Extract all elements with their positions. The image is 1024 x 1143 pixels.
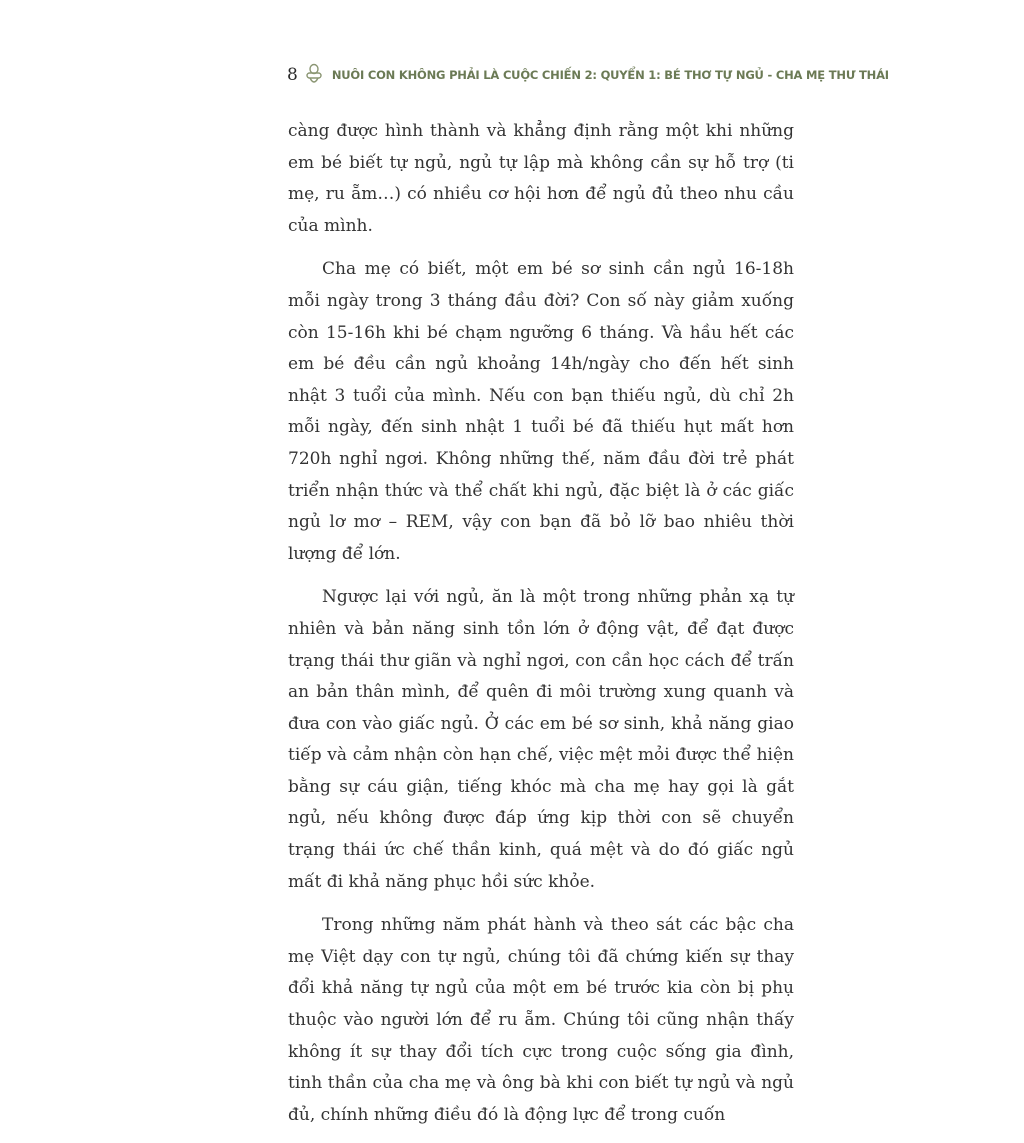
paragraph: Trong những năm phát hành và theo sát các bậc cha mẹ Việt dạy con tự ngủ, chúng tôi đã chứng kiến sự thay đổi khả năng tự ngủ của một em bé trước kia còn bị phụ thuộc vào người lớn để ru ẵm. Chúng tôi cũng nhận thấy không ít sự thay đổi tích cực trong cuộc sống gia đình, tinh thần của cha mẹ và ông bà khi con biết tự ngủ và ngủ đủ, chính những điều đó là động lực để trong cuốn (288, 915, 794, 1125)
paragraph: Cha mẹ có biết, một em bé sơ sinh cần ngủ 16-18h mỗi ngày trong 3 tháng đầu đời? Con số này giảm xuống còn 15-16h khi bé chạm ngưỡng 6 tháng. Và hầu hết các em bé đều cần ngủ khoảng 14h/ngày cho đến hết sinh nhật 3 tuổi của mình. Nếu con bạn thiếu ngủ, dù chỉ 2h mỗi ngày, đến sinh nhật 1 tuổi bé đã thiếu hụt mất hơn 720h nghỉ ngơi. Không những thế, năm đầu đời trẻ phát triển nhận thức và thể chất khi ngủ, đặc biệt là ở các giấc ngủ lơ mơ – REM, vậy con bạn đã bỏ lỡ bao nhiêu thời lượng để lớn. (288, 259, 794, 564)
running-title: NUÔI CON KHÔNG PHẢI LÀ CUỘC CHIẾN 2: QUYỂN 1: BÉ THƠ TỰ NGỦ - CHA MẸ THƯ THÁI (331, 68, 889, 82)
paragraph: Ngược lại với ngủ, ăn là một trong những phản xạ tự nhiên và bản năng sinh tồn lớn ở động vật, để đạt được trạng thái thư giãn và nghỉ ngơi, con cần học cách để trấn an bản thân mình, để quên đi môi trường xung quanh và đưa con vào giấc ngủ. Ở các em bé sơ sinh, khả năng giao tiếp và cảm nhận còn hạn chế, việc mệt mỏi được thể hiện bằng sự cáu giận, tiếng khóc mà cha mẹ hay gọi là gắt ngủ, nếu không được đáp ứng kịp thời con sẽ chuyển trạng thái ức chế thần kinh, quá mệt và do đó giấc ngủ mất đi khả năng phục hồi sức khỏe. (288, 587, 794, 892)
body-text (288, 116, 794, 1143)
running-header (287, 60, 889, 90)
paragraph: càng được hình thành và khẳng định rằng một khi những em bé biết tự ngủ, ngủ tự lập mà không cần sự hỗ trợ (ti mẹ, ru ẵm…) có nhiều cơ hội hơn để ngủ đủ theo nhu cầu của mình. (288, 121, 794, 236)
pacifier-icon (304, 63, 324, 87)
page-number: 8 (287, 65, 298, 85)
